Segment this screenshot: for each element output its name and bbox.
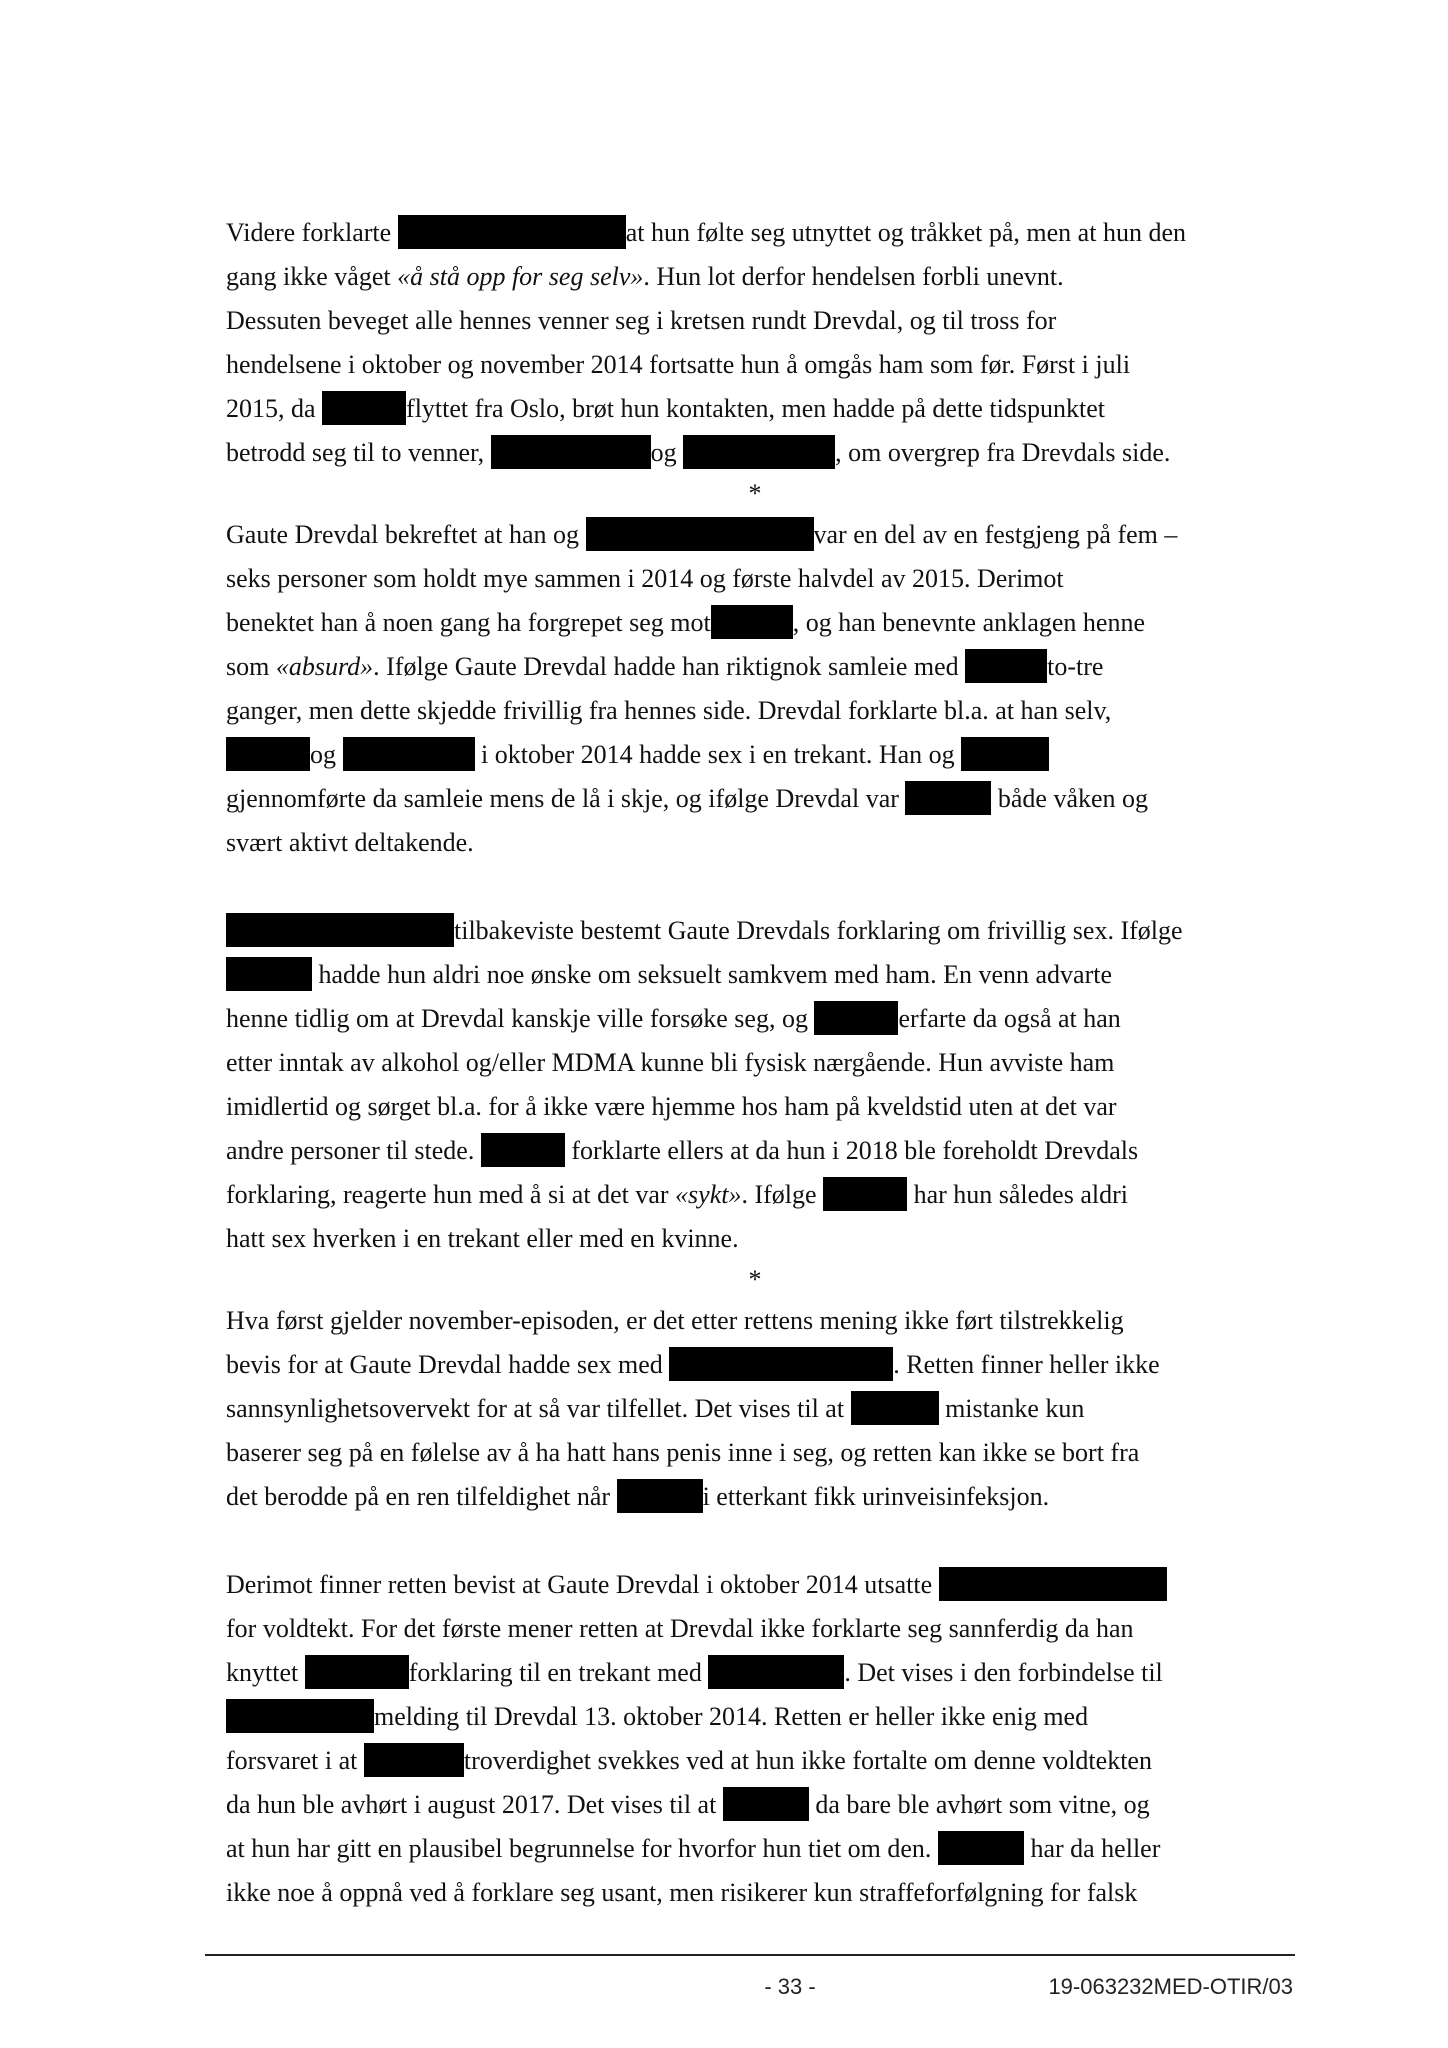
text-line <box>226 1431 1300 1475</box>
text-line <box>226 733 1300 777</box>
text-run: to-tre <box>1047 652 1104 681</box>
redaction-block <box>491 435 651 469</box>
text-run: hadde hun aldri noe ønske om seksuelt samkvem med ham. En venn advarte <box>312 960 1113 989</box>
judgment-body-text <box>226 211 1300 1915</box>
text-run: det berodde på en ren tilfeldighet når <box>226 1482 617 1511</box>
text-run: som <box>226 652 276 681</box>
redaction-block <box>939 1567 1167 1601</box>
text-line <box>226 557 1300 601</box>
text-run: Hva først gjelder november-episoden, er det etter rettens mening ikke ført tilstrekkelig <box>226 1306 1124 1335</box>
text-run: forklarte ellers at da hun i 2018 ble foreholdt Drevdals <box>564 1136 1139 1165</box>
text-line <box>226 1085 1300 1129</box>
paragraph-gap <box>226 1519 1300 1563</box>
text-line <box>226 1475 1300 1519</box>
text-line <box>226 255 1300 299</box>
text-run: tilbakeviste bestemt Gaute Drevdals forklaring om frivillig sex. Ifølge <box>454 916 1183 945</box>
text-line <box>226 1343 1300 1387</box>
text-run: Derimot finner retten bevist at Gaute Drevdal i oktober 2014 utsatte <box>226 1570 939 1599</box>
text-run: etter inntak av alkohol og/eller MDMA kunne bli fysisk nærgående. Hun avviste ham <box>226 1048 1115 1077</box>
text-run: . Ifølge Gaute Drevdal hadde han riktignok samleie med <box>373 652 966 681</box>
text-line <box>226 1871 1300 1915</box>
redaction-block <box>226 913 454 947</box>
text-line <box>226 343 1300 387</box>
redaction-block <box>305 1655 409 1689</box>
text-line <box>226 299 1300 343</box>
redaction-block <box>708 1655 844 1689</box>
text-line <box>226 1563 1300 1607</box>
text-run: da hun ble avhørt i august 2017. Det vises til at <box>226 1790 723 1819</box>
text-run: i etterkant fikk urinveisinfeksjon. <box>702 1482 1050 1511</box>
text-run: henne tidlig om at Drevdal kanskje ville forsøke seg, og <box>226 1004 815 1033</box>
text-line <box>226 1607 1300 1651</box>
text-run: og <box>650 438 684 467</box>
text-run: gang ikke våget <box>226 262 398 291</box>
text-run: Dessuten beveget alle hennes venner seg i kretsen rundt Drevdal, og til tross for <box>226 306 1057 335</box>
text-line <box>226 1299 1300 1343</box>
paragraph <box>226 909 1300 1261</box>
redaction-block <box>711 605 793 639</box>
text-run: , og han benevnte anklagen henne <box>792 608 1145 637</box>
text-run: forklaring til en trekant med <box>408 1658 709 1687</box>
text-run: 2015, da <box>226 394 323 423</box>
text-line <box>226 431 1300 475</box>
text-run: i oktober 2014 hadde sex i en trekant. Han og <box>474 740 962 769</box>
text-line <box>226 777 1300 821</box>
redaction-block <box>226 737 310 771</box>
text-line <box>226 601 1300 645</box>
text-run: knyttet <box>226 1658 305 1687</box>
text-run: hatt sex hverken i en trekant eller med en kvinne. <box>226 1224 739 1253</box>
paragraph <box>226 1299 1300 1519</box>
text-run: betrodd seg til to venner, <box>226 438 491 467</box>
redaction-block <box>364 1743 464 1777</box>
footer-divider <box>205 1954 1295 1956</box>
redaction-block <box>322 391 406 425</box>
text-line <box>226 1129 1300 1173</box>
redaction-block <box>723 1787 809 1821</box>
redaction-block <box>669 1347 893 1381</box>
text-line <box>226 997 1300 1041</box>
text-line <box>226 1217 1300 1261</box>
redaction-block <box>398 215 626 249</box>
text-run: . Det vises i den forbindelse til <box>844 1658 1163 1687</box>
text-run: , om overgrep fra Drevdals side. <box>835 438 1171 467</box>
text-run: at hun har gitt en plausibel begrunnelse for hvorfor hun tiet om den. <box>226 1834 938 1863</box>
text-line <box>226 953 1300 997</box>
redaction-block <box>823 1177 907 1211</box>
text-run: melding til Drevdal 13. oktober 2014. Retten er heller ikke enig med <box>374 1702 1089 1731</box>
text-line <box>226 211 1300 255</box>
paragraph <box>226 211 1300 475</box>
text-line <box>226 1695 1300 1739</box>
redaction-block <box>226 1699 374 1733</box>
redaction-block <box>961 737 1049 771</box>
text-run: hendelsene i oktober og november 2014 fortsatte hun å omgås ham som før. Først i juli <box>226 350 1131 379</box>
text-line <box>226 1387 1300 1431</box>
page-number: - 33 - <box>764 1974 816 1999</box>
quoted-phrase: «å stå opp for seg selv» <box>397 262 644 291</box>
section-separator: * <box>748 479 762 508</box>
text-line <box>226 513 1300 557</box>
text-line <box>226 1041 1300 1085</box>
redaction-block <box>226 957 312 991</box>
redaction-block <box>851 1391 939 1425</box>
text-run: både våken og <box>991 784 1149 813</box>
text-run: har da heller <box>1023 1834 1161 1863</box>
text-run: . Hun lot derfor hendelsen forbli unevnt. <box>643 262 1064 291</box>
text-run: andre personer til stede. <box>226 1136 481 1165</box>
text-run: . Ifølge <box>741 1180 824 1209</box>
text-run: Gaute Drevdal bekreftet at han og <box>226 520 586 549</box>
redaction-block <box>586 517 814 551</box>
text-line <box>226 689 1300 733</box>
redaction-block <box>617 1479 703 1513</box>
case-number: 19-063232MED-OTIR/03 <box>1048 1974 1293 1999</box>
text-run: sannsynlighetsovervekt for at så var tilfellet. Det vises til at <box>226 1394 851 1423</box>
text-line <box>226 821 1300 865</box>
text-line <box>226 1739 1300 1783</box>
text-run: ganger, men dette skjedde frivillig fra hennes side. Drevdal forklarte bl.a. at han selv, <box>226 696 1112 725</box>
section-separator: * <box>748 1265 762 1294</box>
paragraph <box>226 1563 1300 1915</box>
text-run: mistanke kun <box>938 1394 1085 1423</box>
text-run: forsvaret i at <box>226 1746 364 1775</box>
paragraph-gap <box>226 865 1300 909</box>
text-run: baserer seg på en følelse av å ha hatt hans penis inne i seg, og retten kan ikke se bort fra <box>226 1438 1140 1467</box>
text-run: da bare ble avhørt som vitne, og <box>808 1790 1150 1819</box>
text-run: for voldtekt. For det første mener retten at Drevdal ikke forklarte seg sannferdig da han <box>226 1614 1134 1643</box>
text-run: seks personer som holdt mye sammen i 2014 og første halvdel av 2015. Derimot <box>226 564 1064 593</box>
text-run: at hun følte seg utnyttet og tråkket på, men at hun den <box>625 218 1186 247</box>
redaction-block <box>965 649 1047 683</box>
redaction-block <box>938 1831 1024 1865</box>
text-run: troverdighet svekkes ved at hun ikke fortalte om denne voldtekten <box>463 1746 1152 1775</box>
text-run: bevis for at Gaute Drevdal hadde sex med <box>226 1350 670 1379</box>
text-run: har hun således aldri <box>907 1180 1128 1209</box>
paragraph <box>226 513 1300 865</box>
text-run: og <box>310 740 343 769</box>
text-run: forklaring, reagerte hun med å si at det var <box>226 1180 676 1209</box>
text-run: flyttet fra Oslo, brøt hun kontakten, men hadde på dette tidspunktet <box>406 394 1105 423</box>
quoted-phrase: «absurd» <box>275 652 374 681</box>
text-run: imidlertid og sørget bl.a. for å ikke være hjemme hos ham på kveldstid uten at det var <box>226 1092 1117 1121</box>
text-line <box>226 1827 1300 1871</box>
redaction-block <box>683 435 835 469</box>
redaction-block <box>814 1001 898 1035</box>
text-run: benektet han å noen gang ha forgrepet seg mot <box>226 608 711 637</box>
text-line <box>226 909 1300 953</box>
redaction-block <box>481 1133 565 1167</box>
text-run: svært aktivt deltakende. <box>226 828 474 857</box>
redaction-block <box>343 737 475 771</box>
text-run: . Retten finner heller ikke <box>893 1350 1160 1379</box>
text-run: var en del av en festgjeng på fem – <box>813 520 1178 549</box>
text-line <box>226 1651 1300 1695</box>
text-run: erfarte da også at han <box>898 1004 1121 1033</box>
text-run: Videre forklarte <box>226 218 398 247</box>
text-run: gjennomførte da samleie mens de lå i skje, og ifølge Drevdal var <box>226 784 906 813</box>
quoted-phrase: «sykt» <box>675 1180 742 1209</box>
redaction-block <box>905 781 991 815</box>
text-line <box>226 387 1300 431</box>
text-line <box>226 1783 1300 1827</box>
text-line <box>226 1173 1300 1217</box>
text-line <box>226 645 1300 689</box>
text-run: ikke noe å oppnå ved å forklare seg usant, men risikerer kun straffeforfølgning for falsk <box>226 1878 1138 1907</box>
